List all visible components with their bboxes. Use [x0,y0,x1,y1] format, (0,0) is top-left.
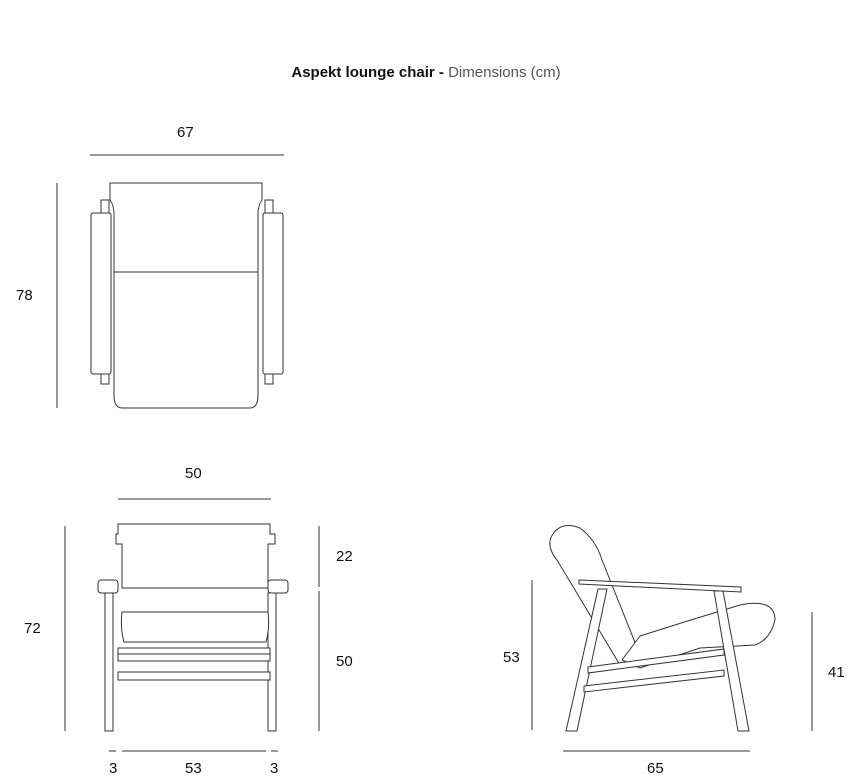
front-right-leg-label: 3 [270,760,279,777]
front-inner-width-label: 53 [185,760,202,777]
title-subtitle: Dimensions (cm) [448,64,561,81]
side-depth-label: 65 [647,760,664,777]
top-post-front-right [265,200,273,214]
side-view [532,526,812,751]
side-lower-stretcher [584,670,724,692]
top-view [57,155,284,408]
front-backrest [116,524,275,588]
front-left-leg [105,593,113,731]
side-arm-height-label: 53 [503,649,520,666]
front-seat-cushion [121,612,268,642]
front-seat-height-label: 50 [336,653,353,670]
top-post-front-left [101,200,109,214]
top-right-armrest [263,213,283,374]
top-width-label: 67 [177,124,194,141]
front-seat-width-label: 50 [185,465,202,482]
side-seat-height-label: 41 [828,664,845,681]
front-view [65,499,319,751]
front-left-arm-cap [98,580,118,593]
top-depth-label: 78 [16,287,33,304]
front-right-leg [268,593,276,731]
front-left-leg-label: 3 [109,760,118,777]
product-name: Aspekt lounge chair [291,64,435,81]
top-left-armrest [91,213,111,374]
side-rear-leg [566,589,607,731]
top-seat-outline [110,183,262,408]
title-separator: - [434,64,449,81]
front-right-arm-cap [268,580,288,593]
front-lower-stretcher [118,672,270,680]
front-height-label: 72 [24,620,41,637]
front-back-height-label: 22 [336,548,353,565]
